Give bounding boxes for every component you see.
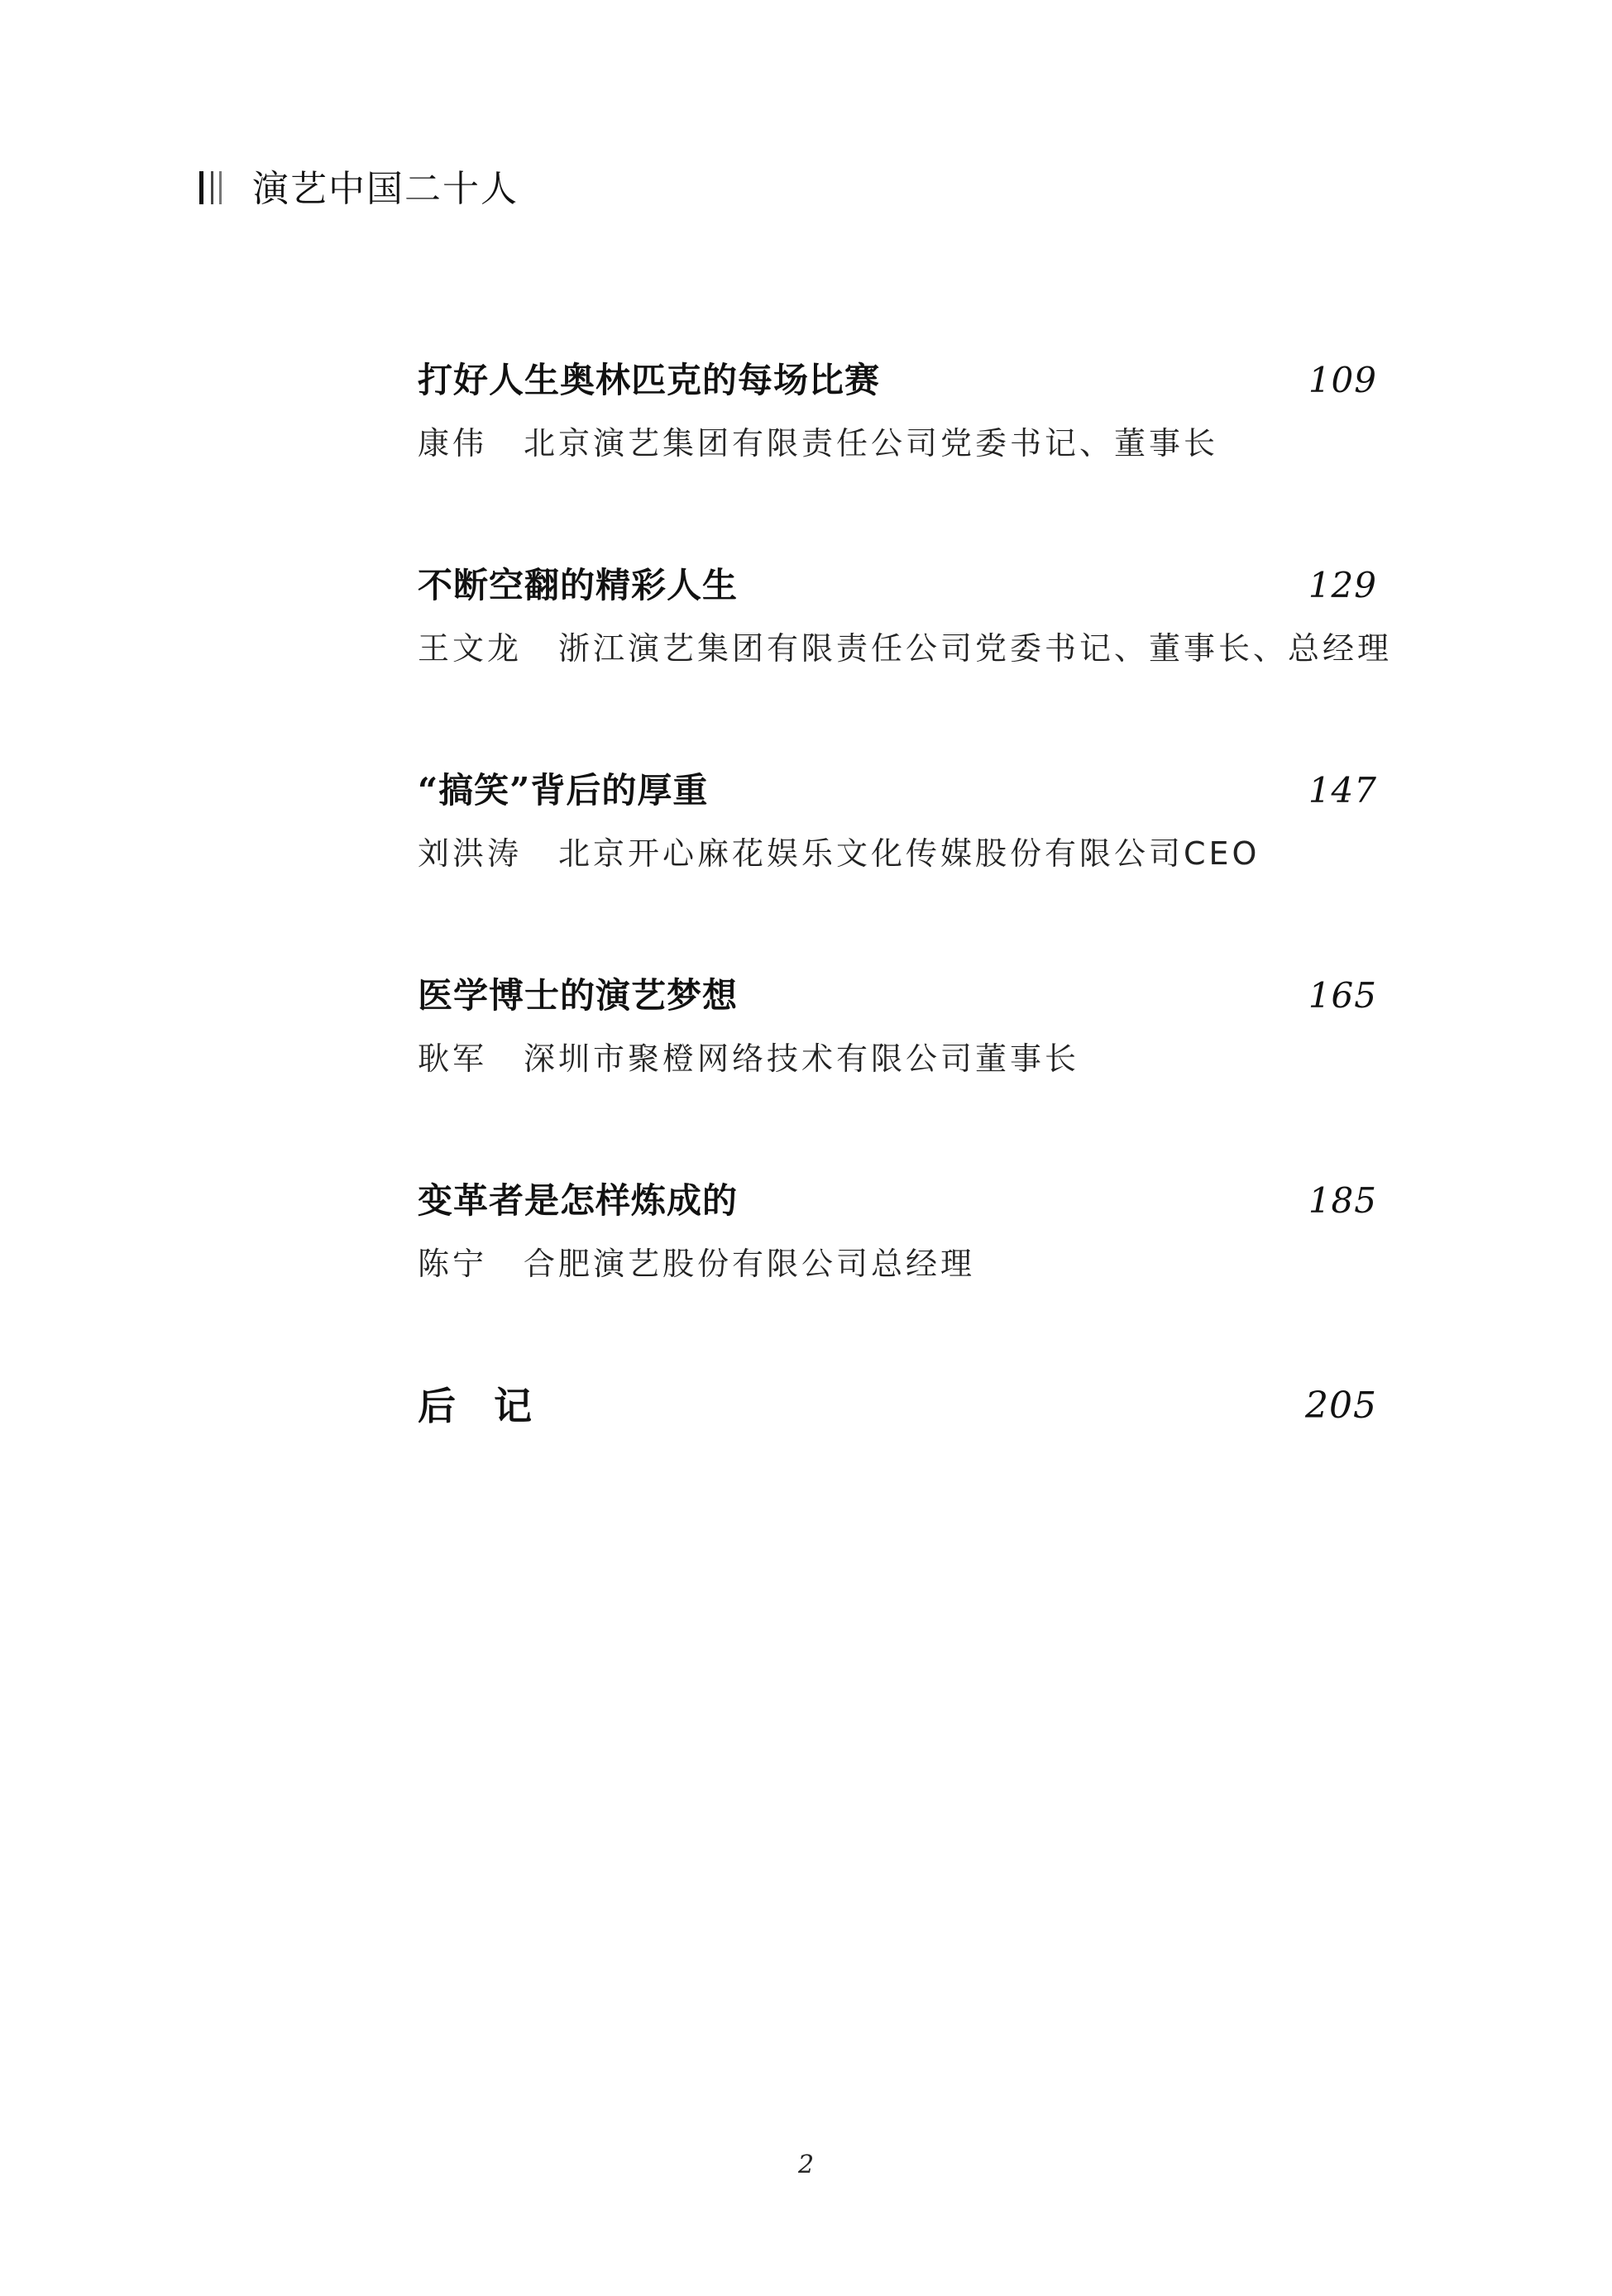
chapter-page-number[interactable]: 185: [1308, 1180, 1377, 1221]
author-position: 北京演艺集团有限责任公司党委书记、董事长: [524, 425, 1219, 462]
toc-entry-afterword[interactable]: [418, 1380, 1394, 1433]
book-title: 演艺中国二十人: [252, 168, 519, 210]
chapter-page-number[interactable]: 129: [1308, 565, 1377, 605]
chapter-title[interactable]: 变革者是怎样炼成的: [418, 1180, 739, 1221]
chapter-byline: [418, 829, 1260, 878]
afterword-title[interactable]: 后 记: [418, 1384, 532, 1428]
chapter-byline: [418, 624, 1392, 673]
toc-entry-head: [418, 1380, 1394, 1433]
author-name: 刘洪涛: [418, 835, 523, 872]
toc-entry[interactable]: [418, 764, 1394, 872]
chapter-byline: [418, 1239, 975, 1289]
toc-entry-head: [418, 1174, 1394, 1227]
chapter-title[interactable]: 打好人生奥林匹克的每场比赛: [418, 360, 881, 400]
author-position: 浙江演艺集团有限责任公司党委书记、董事长、总经理: [558, 630, 1393, 667]
page-number: 2: [797, 2150, 815, 2179]
chapter-title[interactable]: 医学博士的演艺梦想: [418, 975, 739, 1016]
author-name: 陈宁: [418, 1246, 488, 1282]
chapter-page-number[interactable]: 165: [1308, 975, 1377, 1016]
toc-entry[interactable]: [418, 559, 1394, 667]
toc-entry-head: [418, 354, 1394, 407]
toc-entry[interactable]: [418, 1174, 1394, 1282]
chapter-title[interactable]: 不断空翻的精彩人生: [418, 565, 739, 605]
running-header: [199, 162, 519, 208]
toc-entry-head: [418, 764, 1394, 817]
toc-entry[interactable]: [418, 969, 1394, 1077]
author-name: 康伟: [418, 425, 488, 462]
author-position: 合肥演艺股份有限公司总经理: [524, 1246, 976, 1282]
chapter-title[interactable]: “搞笑”背后的厚重: [418, 770, 709, 811]
author-position: 深圳市聚橙网络技术有限公司董事长: [524, 1040, 1080, 1077]
chapter-page-number[interactable]: 109: [1308, 360, 1377, 400]
chapter-page-number[interactable]: 147: [1308, 770, 1377, 811]
header-bar: [219, 171, 222, 204]
chapter-byline: [418, 419, 1218, 468]
author-name: 王文龙: [418, 630, 523, 667]
toc-entry[interactable]: [418, 354, 1394, 462]
toc-entry-head: [418, 969, 1394, 1022]
toc-entry-head: [418, 559, 1394, 612]
chapter-byline: [418, 1034, 1079, 1083]
header-bars-ornament: [199, 166, 232, 204]
header-bar: [211, 171, 213, 204]
author-position: 北京开心麻花娱乐文化传媒股份有限公司CEO: [558, 835, 1260, 872]
author-name: 耿军: [418, 1040, 488, 1077]
afterword-page-number[interactable]: 205: [1305, 1385, 1377, 1427]
header-bar: [199, 171, 203, 204]
